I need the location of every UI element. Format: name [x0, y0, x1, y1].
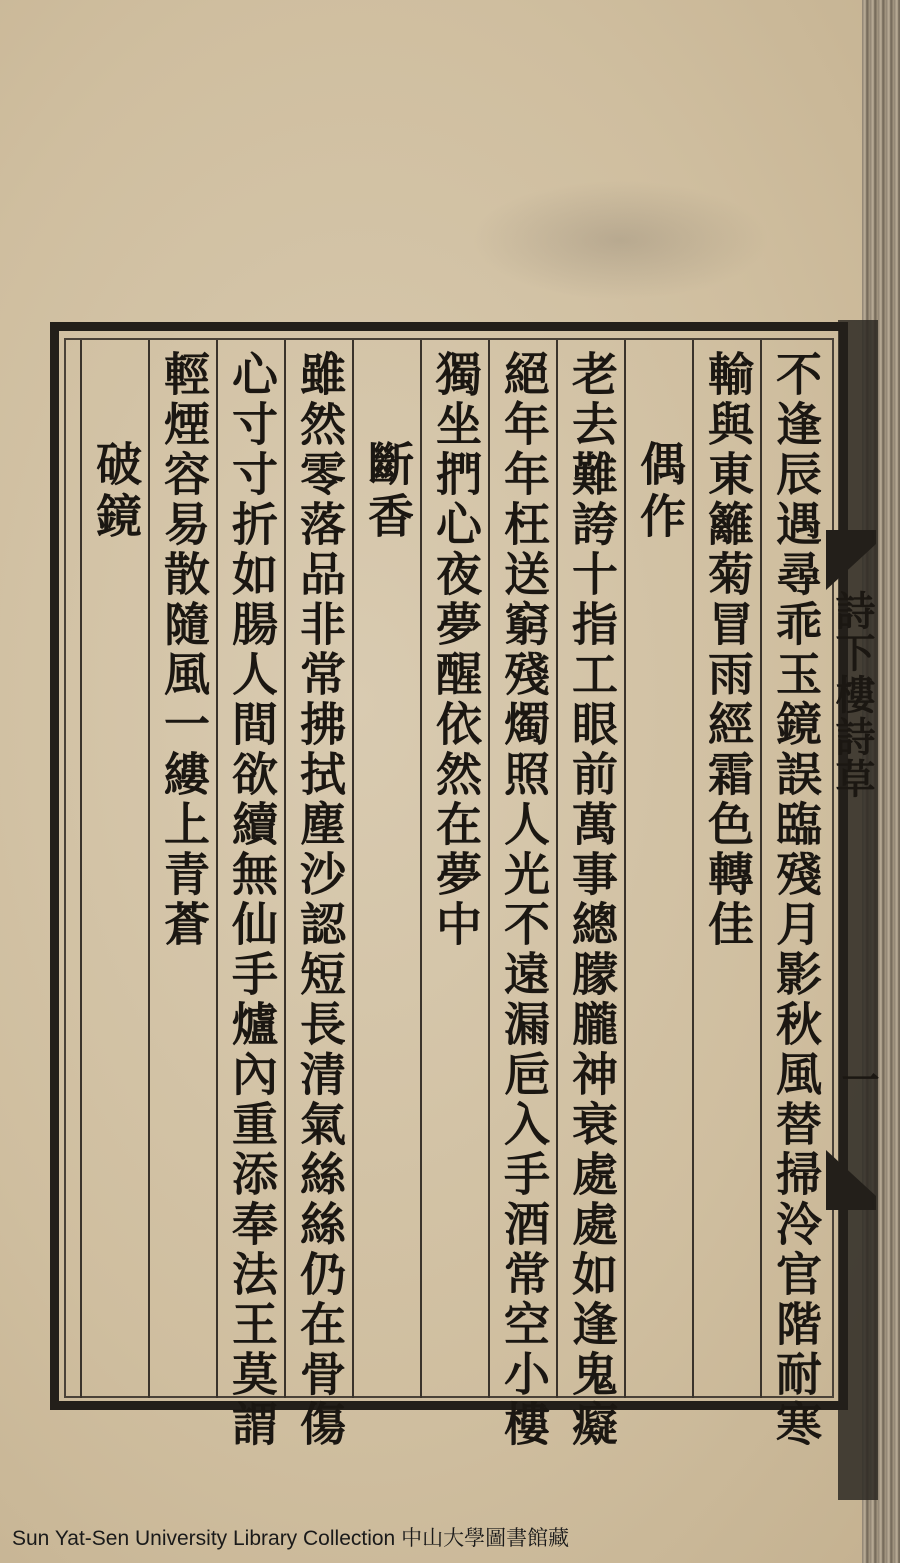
column-rule [148, 340, 150, 1398]
column-rule [624, 340, 626, 1398]
column-rule [760, 340, 762, 1398]
column-text: 老去難誇十指工眼前萬事總朦朧神衰處處如逢鬼癡 [565, 350, 619, 1450]
column-text: 獨坐捫心夜夢醒依然在夢中 [429, 350, 483, 950]
column-rule [216, 340, 218, 1398]
stain-mark [470, 180, 770, 300]
column-rule [420, 340, 422, 1398]
fishtail-mark-bottom [826, 1150, 876, 1210]
column-text: 輸與東籬菊冒雨經霜色轉佳 [701, 350, 755, 950]
block-heart [826, 530, 880, 1490]
text-column [698, 350, 758, 950]
poem-title: 偶作 [633, 440, 687, 544]
column-text: 心寸寸折如腸人間欲續無仙手爐內重添奉法王莫謂 [225, 350, 279, 1450]
column-rule [352, 340, 354, 1398]
poem-title: 斷香 [361, 440, 415, 544]
text-column [426, 350, 486, 950]
text-column [494, 350, 554, 1450]
column-text: 雖然零落品非常拂拭塵沙認短長清氣絲絲仍在骨傷 [293, 350, 347, 1450]
text-column [222, 350, 282, 1450]
column-text: 不逢辰遇尋乖玉鏡誤臨殘月影秋風替掃泠官階耐寒 [769, 350, 823, 1450]
book-title-spine: 詩下樓詩草 [829, 590, 876, 800]
column-rule [556, 340, 558, 1398]
text-column [562, 350, 622, 1450]
column-text: 絕年年枉送窮殘燭照人光不遠漏巵入手酒常空小樓 [497, 350, 551, 1450]
text-column [766, 350, 826, 1450]
poem-title-column [630, 440, 690, 544]
column-rule [692, 340, 694, 1398]
text-column [290, 350, 350, 1450]
leaf-number: 一 [835, 1060, 880, 1098]
column-rule [284, 340, 286, 1398]
collection-watermark: Sun Yat-Sen University Library Collection 中山大學圖書館藏 [12, 1527, 570, 1550]
poem-title-column [358, 440, 418, 544]
column-rule [488, 340, 490, 1398]
column-text: 輕煙容易散隨風一縷上青蒼 [157, 350, 211, 950]
column-rule [80, 340, 82, 1398]
text-column [154, 350, 214, 950]
poem-title-column [86, 440, 146, 544]
poem-title: 破鏡 [89, 440, 143, 544]
